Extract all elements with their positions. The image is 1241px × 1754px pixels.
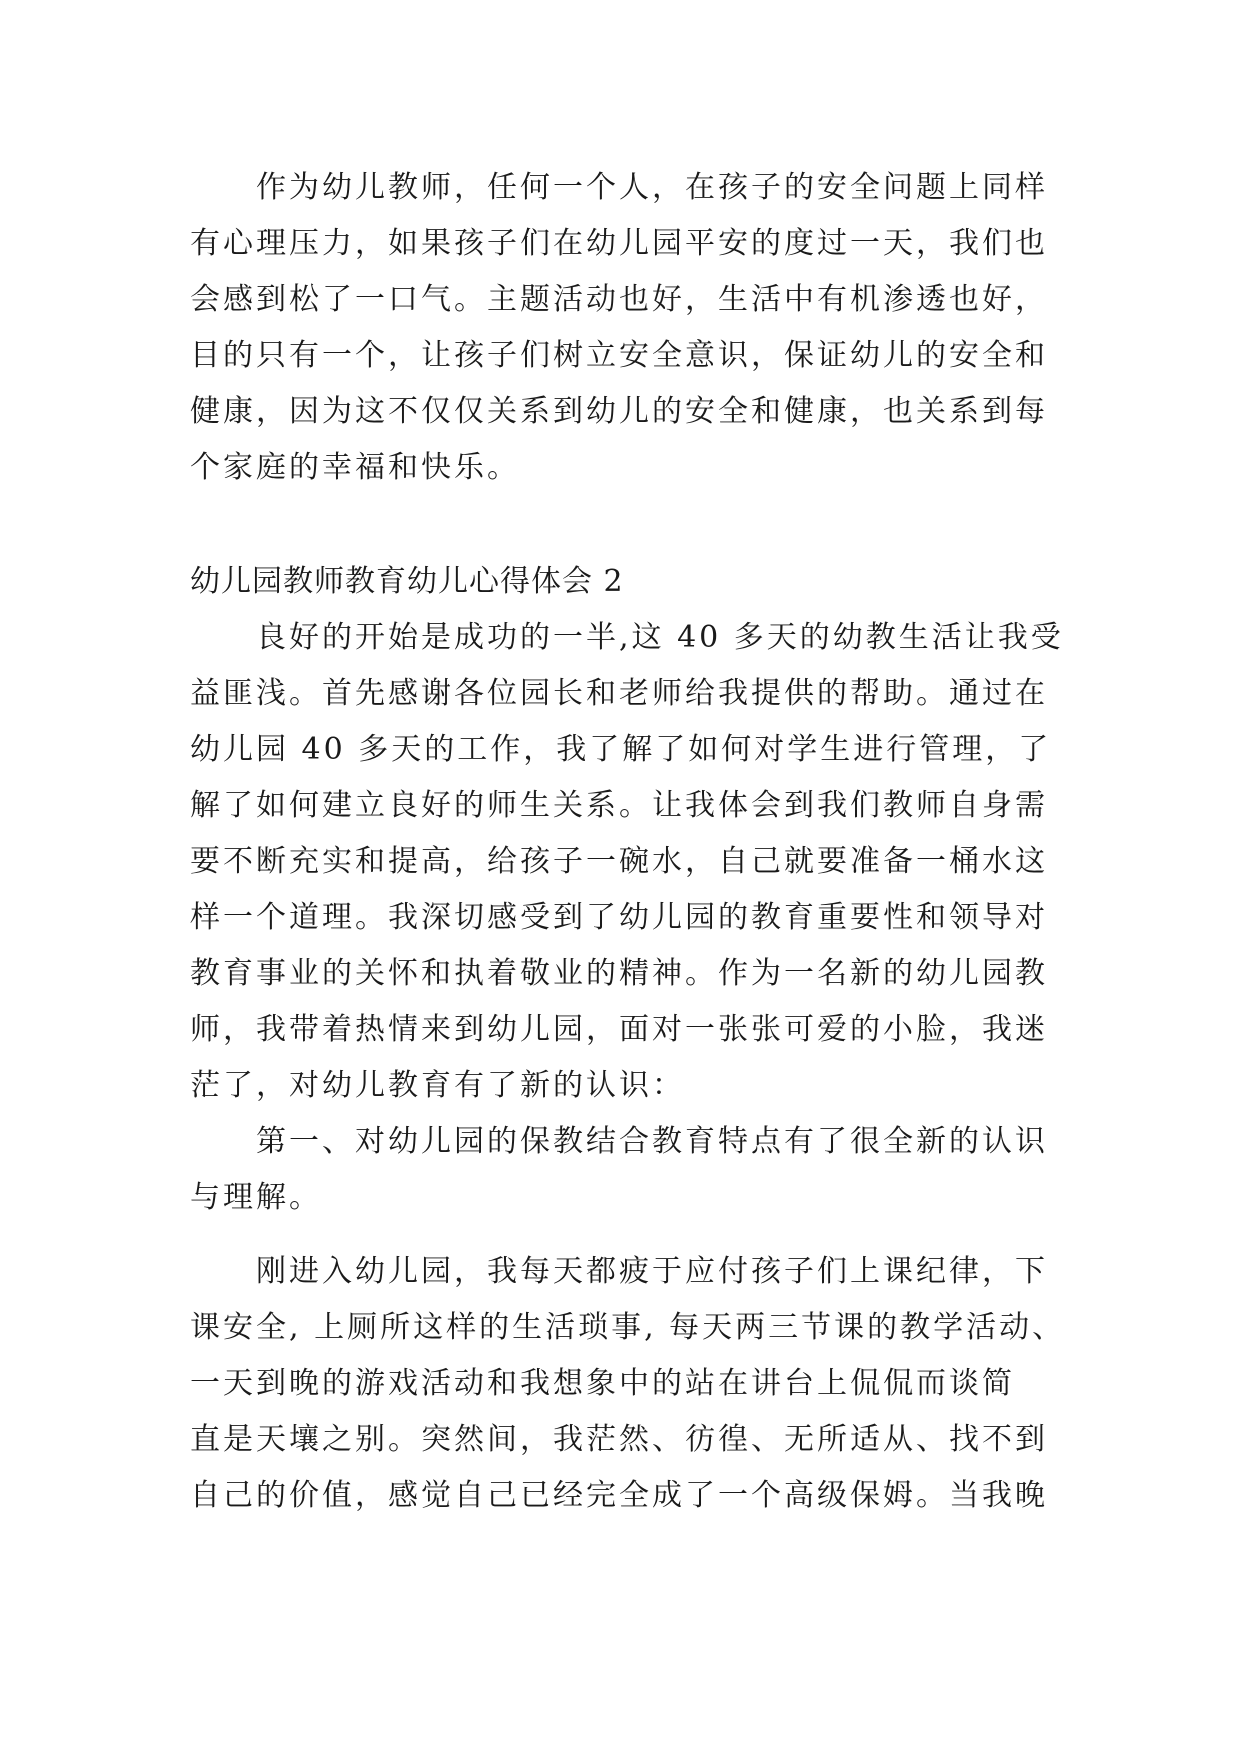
paragraph-2-line: 良好的开始是成功的一半,这 40 多天的幼教生活让我受: [256, 620, 1064, 655]
section-heading: 幼儿园教师教育幼儿心得体会 2: [190, 564, 624, 599]
paragraph-4-line: 刚进入幼儿园，我每天都疲于应付孩子们上课纪律，下: [256, 1254, 1048, 1289]
paragraph-4-line: 课安全, 上厕所这样的生活琐事, 每天两三节课的教学活动、: [190, 1310, 1066, 1345]
paragraph-2-line: 教育事业的关怀和执着敬业的精神。作为一名新的幼儿园教: [190, 956, 1048, 991]
paragraph-2-line: 要不断充实和提高，给孩子一碗水，自己就要准备一桶水这: [190, 844, 1048, 879]
paragraph-2-line: 益匪浅。首先感谢各位园长和老师给我提供的帮助。通过在: [190, 676, 1048, 711]
paragraph-2-line: 幼儿园 40 多天的工作，我了解了如何对学生进行管理，了: [190, 732, 1052, 767]
paragraph-4-line: 自己的价值，感觉自己已经完全成了一个高级保姆。当我晚: [190, 1478, 1048, 1513]
paragraph-1-line: 个家庭的幸福和快乐。: [190, 450, 520, 485]
paragraph-4-line: 直是天壤之别。突然间，我茫然、彷徨、无所适从、找不到: [190, 1422, 1048, 1457]
paragraph-2-line: 样一个道理。我深切感受到了幼儿园的教育重要性和领导对: [190, 900, 1048, 935]
paragraph-4-line: 一天到晚的游戏活动和我想象中的站在讲台上侃侃而谈简: [190, 1366, 1015, 1401]
paragraph-1-line: 健康，因为这不仅仅关系到幼儿的安全和健康，也关系到每: [190, 394, 1048, 429]
paragraph-3-line: 与理解。: [190, 1180, 322, 1215]
paragraph-1-line: 作为幼儿教师，任何一个人，在孩子的安全问题上同样: [256, 170, 1048, 205]
paragraph-2-line: 茫了，对幼儿教育有了新的认识：: [190, 1068, 685, 1103]
paragraph-2-line: 师，我带着热情来到幼儿园，面对一张张可爱的小脸，我迷: [190, 1012, 1048, 1047]
paragraph-1-line: 有心理压力，如果孩子们在幼儿园平安的度过一天，我们也: [190, 226, 1048, 261]
paragraph-2-line: 解了如何建立良好的师生关系。让我体会到我们教师自身需: [190, 788, 1048, 823]
paragraph-1-line: 会感到松了一口气。主题活动也好，生活中有机渗透也好，: [190, 282, 1048, 317]
paragraph-3-line: 第一、对幼儿园的保教结合教育特点有了很全新的认识: [256, 1124, 1048, 1159]
paragraph-1-line: 目的只有一个，让孩子们树立安全意识，保证幼儿的安全和: [190, 338, 1048, 373]
